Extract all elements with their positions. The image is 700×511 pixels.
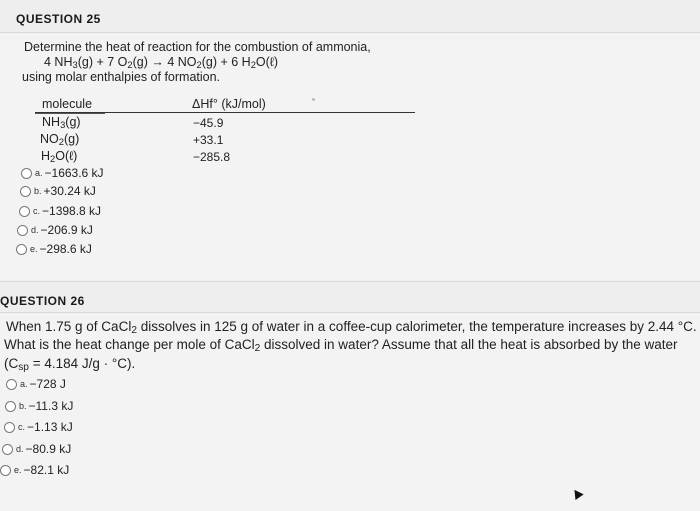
column-rule [35, 113, 105, 114]
radio-button[interactable] [6, 379, 17, 390]
radio-button[interactable] [21, 168, 32, 179]
radio-button[interactable] [4, 422, 15, 433]
q26-prompt-line-2: What is the heat change per mole of CaCl$_2$ dissolved in water? Assume that all the heat is absorbed by the water [4, 337, 678, 355]
q25-option-c[interactable]: c. −1398.8 kJ [19, 204, 101, 218]
table-row-value: −45.9 [193, 116, 224, 130]
q25-prompt: Determine the heat of reaction for the combustion of ammonia, [24, 40, 371, 54]
q25-option-a[interactable]: a. −1663.6 kJ [21, 166, 104, 180]
q25-option-e[interactable]: e. −298.6 kJ [16, 242, 92, 256]
radio-button[interactable] [0, 465, 11, 476]
q25-prompt-2: using molar enthalpies of formation. [22, 70, 221, 84]
radio-button[interactable] [2, 444, 13, 455]
q26-option-a[interactable]: a. −728 J [6, 377, 66, 391]
q26-prompt-line-1: When 1.75 g of CaCl$_2$ dissolves in 125 g of water in a coffee-cup calorimeter, the temperature increases by 2.44 °C. [6, 319, 697, 337]
q25-equation: 4 $NH_3(g) + 7$ $O_2(g) \to 4$ $NO_2(g) + 6$ $H_2O(\ell)$ [44, 55, 279, 70]
radio-button[interactable] [5, 401, 16, 412]
q26-option-b[interactable]: b. −11.3 kJ [5, 399, 73, 413]
table-row-molecule: $NH_3(g)$ [42, 115, 81, 130]
q26-option-e[interactable]: e. −82.1 kJ [0, 463, 69, 477]
table-row-value: −285.8 [193, 150, 231, 164]
radio-button[interactable] [17, 225, 28, 236]
stray-dot [312, 98, 315, 101]
col-enthalpy: ΔHf° (kJ/mol) [192, 97, 266, 111]
radio-button[interactable] [19, 206, 30, 217]
q25-option-b[interactable]: b. +30.24 kJ [20, 184, 96, 198]
question-25-header: QUESTION 25 [16, 12, 101, 26]
q26-prompt-line-3: ($C_{sp} = 4.184$ J/g · °C). [4, 356, 136, 374]
q26-option-c[interactable]: c. −1.13 kJ [4, 420, 73, 434]
table-row-molecule: $H_2O(\ell)$ [41, 149, 78, 164]
q25-option-d[interactable]: d. −206.9 kJ [17, 223, 93, 237]
table-row-value: +33.1 [193, 133, 224, 147]
col-molecule: molecule [42, 97, 93, 111]
radio-button[interactable] [20, 186, 31, 197]
question-26-header: QUESTION 26 [0, 294, 85, 308]
radio-button[interactable] [16, 244, 27, 255]
q26-option-d[interactable]: d. −80.9 kJ [2, 442, 71, 456]
table-row-molecule: $NO_2(g)$ [40, 132, 80, 147]
